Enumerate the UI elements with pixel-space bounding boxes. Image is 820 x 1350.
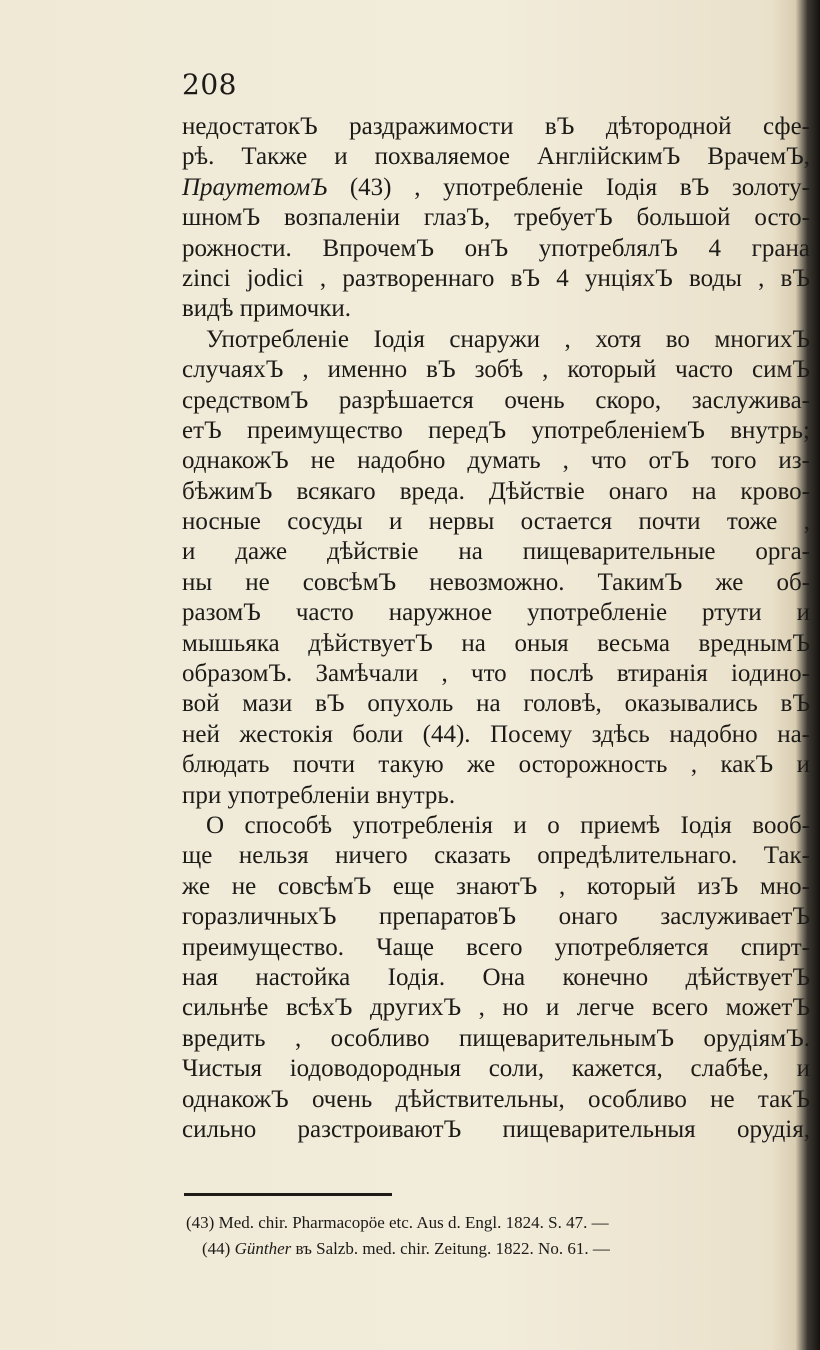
text-line: ная настойка Іодія. Она конечно дѣйствуетЪ <box>182 963 810 991</box>
text-line: разомЪ часто наружное употребленіе ртути и <box>182 599 810 627</box>
text-line <box>182 173 810 203</box>
text-line: вредить , особливо пищеварительнымЪ орудіямЪ. <box>182 1024 810 1052</box>
main-text <box>182 112 810 1145</box>
text-line: О способѣ употребленія и о приемѣ Іодія вооб- <box>206 811 810 839</box>
text-line: мышьяка дѣйствуетЪ на оныя весьма вреднымЪ <box>182 629 810 657</box>
text-line: при употребленіи внутрь. <box>182 781 456 809</box>
footnote-44-author: Günther <box>234 1239 292 1258</box>
text-line: и даже дѣйствіе на пищеварительные орга- <box>182 538 810 566</box>
text-line: средствомЪ разрѣшается очень скоро, заслужива- <box>182 386 810 414</box>
text-line: шномЪ возпаленіи глазЪ, требуетЪ большой осто- <box>182 204 810 232</box>
text-line: видѣ примочки. <box>182 295 352 323</box>
text-line: образомЪ. Замѣчали , что послѣ втиранія іодино- <box>182 660 810 688</box>
page-number: 208 <box>182 68 237 101</box>
text-line: однакожЪ не надобно думать , что отЪ того из- <box>182 447 810 475</box>
footnote-divider <box>184 1193 392 1196</box>
text-line: рѣ. Также и похваляемое АнглійскимЪ ВрачемЪ, <box>182 143 810 171</box>
footnote-44-number: (44) <box>202 1239 235 1258</box>
text-line: сильно разстроиваютЪ пищеварительныя орудія, <box>182 1115 810 1143</box>
text-line: вой мази вЪ опухоль на головѣ, оказывались вЪ <box>182 690 810 718</box>
text-line: рожности. ВпрочемЪ онЪ употреблялЪ 4 грана <box>182 234 810 262</box>
footnote-43: (43) Med. chir. Pharmacopöe etc. Aus d. Engl. 1824. S. 47. — <box>186 1213 609 1232</box>
text-line: преимущество. Чаще всего употребляется спирт- <box>182 933 810 961</box>
text-line-rest: (43) , употребленіе Іодія вЪ золоту- <box>327 173 810 201</box>
text-line: ней жестокія боли (44). Посему здѣсь надобно на- <box>182 720 810 748</box>
text-line: сильнѣе всѣхЪ другихЪ , но и легче всего можетЪ <box>182 994 810 1022</box>
text-line: же не совсѣмЪ еще знаютЪ , который изЪ мно- <box>182 872 810 900</box>
text-line: носные сосуды и нервы остается почти тоже , <box>182 508 810 536</box>
text-line: ны не совсѣмЪ невозможно. ТакимЪ же об- <box>182 568 810 596</box>
footnote-44 <box>186 1236 786 1262</box>
text-line: ще нельзя ничего сказать опредѣлительнаго. Так- <box>182 842 810 870</box>
text-line: Употребленіе Іодія снаружи , хотя во многихЪ <box>206 325 810 353</box>
italic-name-prout: ПраутетомЪ <box>182 173 328 201</box>
text-line: случаяхЪ , именно вЪ зобѣ , который часто симЪ <box>182 356 810 384</box>
footnote-44-rest: въ Salzb. med. chir. Zeitung. 1822. No. 61. — <box>291 1239 610 1258</box>
text-line: однакожЪ очень дѣйствительны, особливо не такЪ <box>182 1085 810 1113</box>
footnotes <box>186 1210 786 1262</box>
text-line: горазличныхЪ препаратовЪ онаго заслуживаетЪ <box>182 903 810 931</box>
text-line: блюдать почти такую же осторожность , какЪ и <box>182 751 810 779</box>
text-line: бѣжимЪ всякаго вреда. Дѣйствіе онаго на крово- <box>182 477 810 505</box>
text-line: Чистыя іодоводородныя соли, кажется, слабѣе, и <box>182 1055 810 1083</box>
text-line: недостатокЪ раздражимости вЪ дѣтородной сфе- <box>182 113 810 140</box>
text-line: етЪ преимущество передЪ употребленіемЪ внутрь; <box>182 416 810 444</box>
text-line: zinci jodici , разтвореннаго вЪ 4 унціяхЪ воды , вЪ <box>182 264 810 292</box>
